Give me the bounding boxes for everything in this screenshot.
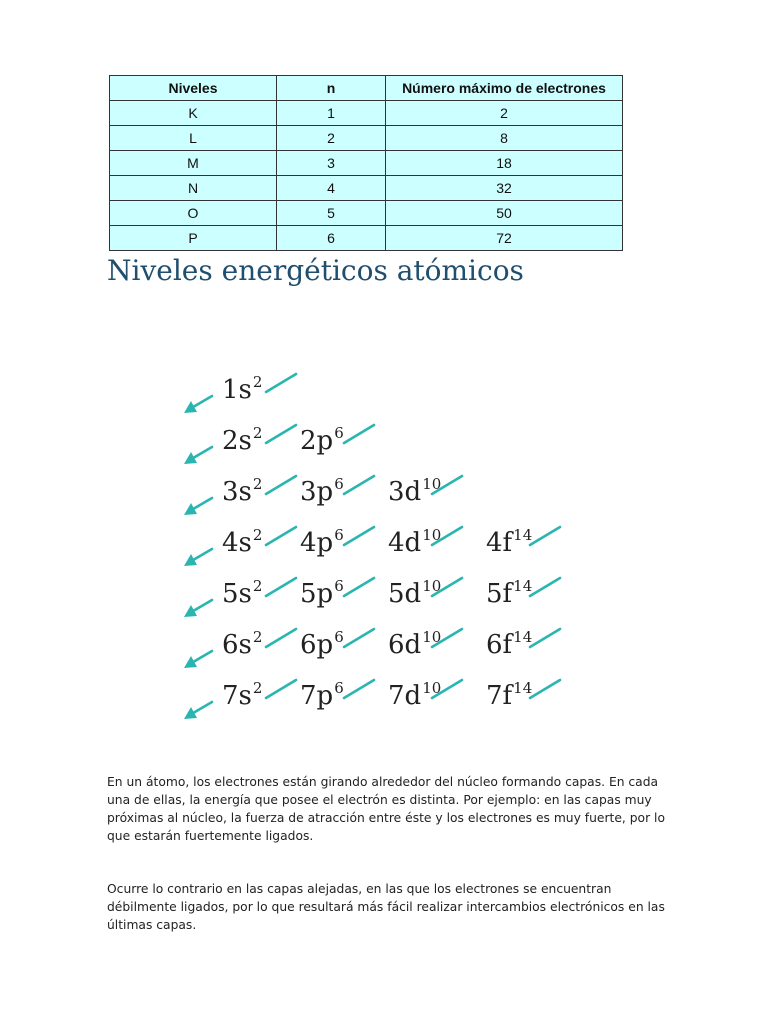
orbital-label: $4d^{10}$ [388,526,442,558]
table-cell-max-electrons: 18 [386,151,623,176]
arrow-head-icon [184,702,212,719]
orbital-label: $5f^{14}$ [486,577,533,609]
diagonal-line [344,680,374,698]
table-header-cell: n [277,76,386,101]
arrow-head-icon [184,447,212,464]
arrow-head-icon [184,498,212,515]
table-cell-n: 1 [277,101,386,126]
orbital-label: $4f^{14}$ [486,526,533,558]
table-cell-n: 6 [277,226,386,251]
table-cell-max-electrons: 32 [386,176,623,201]
diagonal-line [344,476,374,494]
orbital-label: $2p^6$ [300,424,344,456]
table-row [110,101,623,126]
table-cell-max-electrons: 2 [386,101,623,126]
table-header-row [110,76,623,101]
orbital-label: $7d^{10}$ [388,679,442,711]
orbital-label: $4s^2$ [222,526,263,558]
table-header-cell: Niveles [110,76,277,101]
orbital-label: $3p^6$ [300,475,344,507]
table-header-cell: Número máximo de electrones [386,76,623,101]
orbital-label: $5d^{10}$ [388,577,442,609]
table-cell-max-electrons: 72 [386,226,623,251]
diagonal-line [344,578,374,596]
diagonal-line [530,629,560,647]
table-cell-max-electrons: 50 [386,201,623,226]
table-cell-max-electrons: 8 [386,126,623,151]
orbital-label: $4p^6$ [300,526,344,558]
orbital-label: $6d^{10}$ [388,628,442,660]
orbital-label: $5p^6$ [300,577,344,609]
diagonal-line [266,374,296,392]
diagonal-line [344,527,374,545]
diagonal-line [266,425,296,443]
paragraph-electron-shells: En un átomo, los electrones están girando alrededor del núcleo formando capas. En cada una de ellas, la energía que posee el electrón es distinta. Por ejemplo: en las capas muy próximas al núcleo, la fuerza de atracción entre éste y los electrones es muy fuerte, por lo que estarán fuertemente ligados. [107,775,665,843]
table-row [110,226,623,251]
table-cell-level: O [110,201,277,226]
orbital-label: $3s^2$ [222,475,263,507]
electron-levels-table [109,75,623,251]
orbital-label: $6f^{14}$ [486,628,533,660]
orbital-label: $6p^6$ [300,628,344,660]
table-cell-n: 5 [277,201,386,226]
orbital-label: $7f^{14}$ [486,679,533,711]
paragraph-outer-shells: Ocurre lo contrario en las capas alejadas, en las que los electrones se encuentran débilmente ligados, por lo que resultará más fácil realizar intercambios electrónicos en las últimas capas. [107,882,665,932]
diagonal-line [530,527,560,545]
orbital-label: $1s^2$ [222,373,263,405]
table-cell-n: 4 [277,176,386,201]
table-cell-level: M [110,151,277,176]
diagonal-line [530,680,560,698]
table-row [110,151,623,176]
table-cell-level: N [110,176,277,201]
diagonal-line [266,578,296,596]
table-cell-n: 2 [277,126,386,151]
arrow-head-icon [184,600,212,617]
table-row [110,126,623,151]
arrow-head-icon [184,549,212,566]
table-cell-level: K [110,101,277,126]
arrow-head-icon [184,396,212,413]
table-cell-n: 3 [277,151,386,176]
diagonal-line [266,629,296,647]
diagonal-line [344,629,374,647]
aufbau-diagram [170,340,590,740]
orbital-label: $3d^{10}$ [388,475,442,507]
diagonal-line [266,527,296,545]
orbital-label: $7s^2$ [222,679,263,711]
table-row [110,176,623,201]
diagonal-line [266,476,296,494]
orbital-label: $5s^2$ [222,577,263,609]
arrow-head-icon [184,651,212,668]
table-cell-level: P [110,226,277,251]
table-cell-level: L [110,126,277,151]
diagonal-line [530,578,560,596]
orbital-label: $7p^6$ [300,679,344,711]
orbital-label: $2s^2$ [222,424,263,456]
page-title: Niveles energéticos atómicos [107,254,524,287]
diagonal-line [266,680,296,698]
table-row [110,201,623,226]
diagonal-line [344,425,374,443]
orbital-label: $6s^2$ [222,628,263,660]
